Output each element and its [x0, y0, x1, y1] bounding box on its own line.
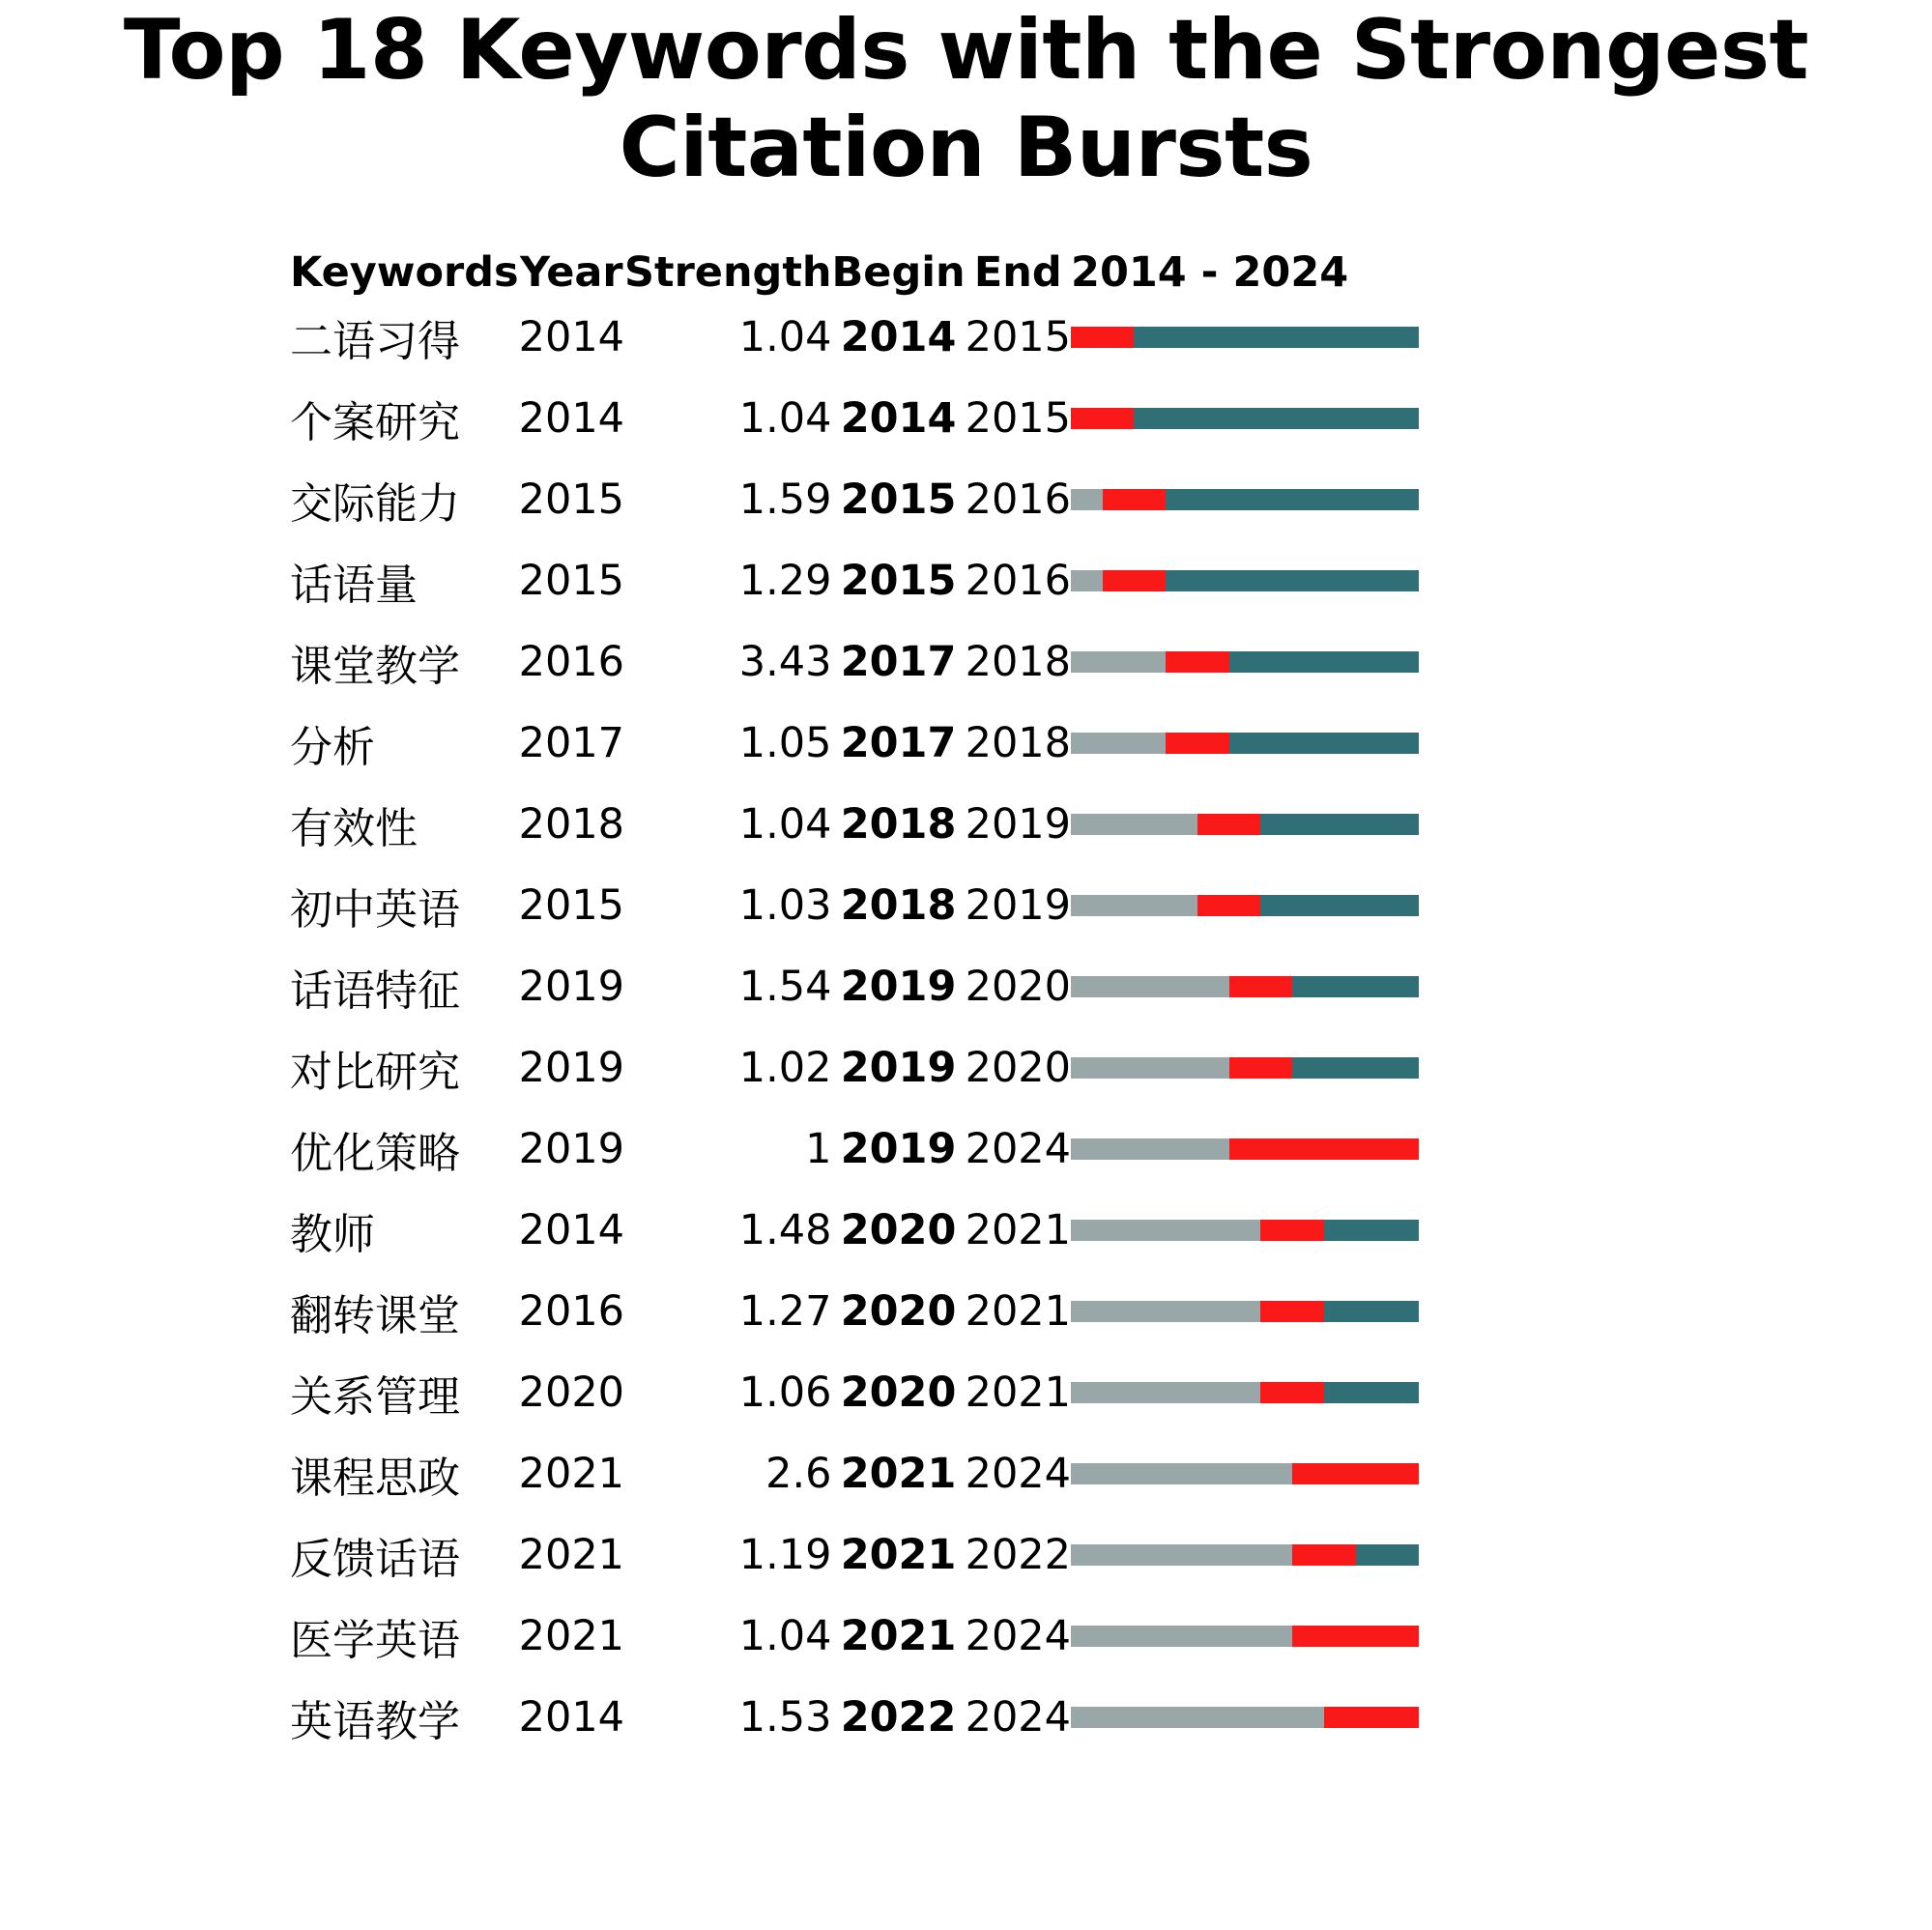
- cell-year: 2015: [518, 475, 625, 524]
- cell-end: 2018: [965, 637, 1072, 686]
- cell-begin: 2018: [840, 880, 957, 930]
- cell-end: 2019: [965, 799, 1072, 849]
- cell-begin: 2020: [840, 1205, 957, 1254]
- table-row: [290, 1190, 1419, 1271]
- cell-end: 2024: [965, 1449, 1072, 1498]
- cell-keyword: 关系管理: [290, 1371, 460, 1422]
- timeline-bar: [1071, 651, 1419, 673]
- cell-timeline: [1071, 1352, 1419, 1433]
- timeline-bar: [1071, 1220, 1419, 1241]
- segment-burst: [1229, 1057, 1292, 1079]
- segment-before-burst: [1071, 1463, 1292, 1484]
- table-row: [290, 1352, 1419, 1433]
- cell-timeline: [1071, 784, 1419, 865]
- cell-year: 2014: [518, 312, 625, 361]
- cell-keyword: 个案研究: [290, 397, 460, 447]
- cell-keyword: 反馈话语: [290, 1534, 460, 1584]
- cell-begin: 2020: [840, 1286, 957, 1336]
- cell-timeline: [1071, 621, 1419, 703]
- table-row: [290, 1433, 1419, 1514]
- segment-after-burst: [1166, 570, 1419, 591]
- cell-keyword: 课程思政: [290, 1453, 460, 1503]
- cell-strength: 1.59: [738, 475, 832, 524]
- cell-year: 2015: [518, 880, 625, 930]
- cell-year: 2020: [518, 1368, 625, 1417]
- segment-burst: [1166, 651, 1228, 673]
- cell-keyword: 交际能力: [290, 478, 460, 529]
- cell-begin: 2021: [840, 1611, 957, 1660]
- timeline-bar: [1071, 1707, 1419, 1728]
- cell-end: 2015: [965, 312, 1072, 361]
- segment-burst: [1260, 1220, 1323, 1241]
- segment-before-burst: [1071, 895, 1197, 916]
- segment-after-burst: [1166, 489, 1419, 510]
- cell-timeline: [1071, 1190, 1419, 1271]
- segment-before-burst: [1071, 489, 1103, 510]
- timeline-bar: [1071, 1057, 1419, 1079]
- cell-strength: 1.48: [738, 1205, 832, 1254]
- cell-timeline: [1071, 378, 1419, 459]
- column-header-year: Year: [520, 247, 623, 297]
- column-header-end: End: [973, 247, 1062, 297]
- cell-keyword: 初中英语: [290, 884, 460, 935]
- segment-before-burst: [1071, 1138, 1229, 1160]
- cell-year: 2021: [518, 1449, 625, 1498]
- segment-burst: [1103, 570, 1166, 591]
- cell-strength: 1.03: [738, 880, 832, 930]
- cell-begin: 2020: [840, 1368, 957, 1417]
- cell-year: 2017: [518, 718, 625, 767]
- column-header-strength: Strength: [624, 247, 832, 297]
- cell-year: 2021: [518, 1530, 625, 1579]
- cell-timeline: [1071, 459, 1419, 540]
- cell-end: 2022: [965, 1530, 1072, 1579]
- cell-strength: 1.06: [738, 1368, 832, 1417]
- cell-begin: 2019: [840, 1124, 957, 1173]
- segment-before-burst: [1071, 1544, 1292, 1566]
- cell-timeline: [1071, 946, 1419, 1027]
- cell-timeline: [1071, 1596, 1419, 1677]
- cell-begin: 2019: [840, 962, 957, 1011]
- cell-strength: 1.54: [738, 962, 832, 1011]
- cell-strength: 1: [805, 1124, 832, 1173]
- segment-burst: [1166, 733, 1228, 754]
- cell-end: 2024: [965, 1124, 1072, 1173]
- segment-burst: [1260, 1301, 1323, 1322]
- cell-strength: 1.53: [738, 1692, 832, 1742]
- segment-after-burst: [1260, 895, 1419, 916]
- cell-begin: 2022: [840, 1692, 957, 1742]
- cell-end: 2020: [965, 1043, 1072, 1092]
- cell-begin: 2017: [840, 637, 957, 686]
- cell-timeline: [1071, 1514, 1419, 1596]
- cell-end: 2021: [965, 1368, 1072, 1417]
- segment-before-burst: [1071, 1220, 1260, 1241]
- cell-year: 2021: [518, 1611, 625, 1660]
- cell-begin: 2018: [840, 799, 957, 849]
- table-row: [290, 621, 1419, 703]
- cell-year: 2019: [518, 1043, 625, 1092]
- cell-keyword: 对比研究: [290, 1047, 460, 1097]
- timeline-bar: [1071, 895, 1419, 916]
- cell-begin: 2021: [840, 1449, 957, 1498]
- segment-after-burst: [1324, 1301, 1419, 1322]
- segment-before-burst: [1071, 976, 1229, 997]
- column-header-begin: Begin: [831, 247, 966, 297]
- cell-year: 2014: [518, 1692, 625, 1742]
- page-title: Top 18 Keywords with the Strongest Citation Bursts: [123, 2, 1809, 197]
- cell-begin: 2021: [840, 1530, 957, 1579]
- cell-keyword: 教师: [290, 1209, 375, 1259]
- cell-strength: 1.02: [738, 1043, 832, 1092]
- segment-before-burst: [1071, 1382, 1260, 1403]
- cell-strength: 1.19: [738, 1530, 832, 1579]
- segment-before-burst: [1071, 570, 1103, 591]
- table-body: [290, 297, 1419, 1758]
- cell-keyword: 英语教学: [290, 1696, 460, 1746]
- cell-timeline: [1071, 297, 1419, 378]
- table-row: [290, 540, 1419, 621]
- segment-after-burst: [1356, 1544, 1419, 1566]
- cell-year: 2016: [518, 637, 625, 686]
- segment-after-burst: [1229, 733, 1419, 754]
- cell-strength: 1.04: [738, 393, 832, 443]
- segment-before-burst: [1071, 1301, 1260, 1322]
- cell-end: 2024: [965, 1611, 1072, 1660]
- cell-strength: 2.6: [765, 1449, 832, 1498]
- cell-timeline: [1071, 865, 1419, 946]
- cell-keyword: 有效性: [290, 803, 418, 853]
- segment-after-burst: [1229, 651, 1419, 673]
- column-header-timeline: 2014 - 2024: [1071, 247, 1349, 297]
- header-row: [290, 248, 1419, 297]
- cell-begin: 2014: [840, 312, 957, 361]
- segment-before-burst: [1071, 651, 1166, 673]
- cell-begin: 2015: [840, 475, 957, 524]
- cell-year: 2016: [518, 1286, 625, 1336]
- timeline-bar: [1071, 570, 1419, 591]
- timeline-bar: [1071, 1463, 1419, 1484]
- table-row: [290, 946, 1419, 1027]
- cell-strength: 1.04: [738, 1611, 832, 1660]
- table-row: [290, 1677, 1419, 1758]
- cell-year: 2019: [518, 1124, 625, 1173]
- timeline-bar: [1071, 1138, 1419, 1160]
- burst-table: [290, 248, 1419, 1758]
- table-row: [290, 865, 1419, 946]
- cell-keyword: 翻转课堂: [290, 1290, 460, 1340]
- timeline-bar: [1071, 1301, 1419, 1322]
- segment-burst: [1103, 489, 1166, 510]
- segment-before-burst: [1071, 1707, 1324, 1728]
- cell-keyword: 话语量: [290, 560, 418, 610]
- segment-after-burst: [1134, 408, 1419, 429]
- table-header: [290, 248, 1419, 297]
- cell-begin: 2017: [840, 718, 957, 767]
- table-row: [290, 1027, 1419, 1109]
- timeline-bar: [1071, 976, 1419, 997]
- segment-after-burst: [1260, 814, 1419, 835]
- cell-year: 2015: [518, 556, 625, 605]
- cell-timeline: [1071, 1271, 1419, 1352]
- cell-strength: 1.04: [738, 312, 832, 361]
- segment-burst: [1197, 814, 1260, 835]
- cell-end: 2024: [965, 1692, 1072, 1742]
- segment-burst: [1229, 1138, 1419, 1160]
- cell-begin: 2015: [840, 556, 957, 605]
- segment-before-burst: [1071, 1626, 1292, 1647]
- segment-before-burst: [1071, 1057, 1229, 1079]
- cell-end: 2020: [965, 962, 1072, 1011]
- table-row: [290, 459, 1419, 540]
- cell-strength: 1.05: [738, 718, 832, 767]
- timeline-bar: [1071, 327, 1419, 348]
- segment-burst: [1260, 1382, 1323, 1403]
- cell-year: 2014: [518, 393, 625, 443]
- table-row: [290, 703, 1419, 784]
- segment-burst: [1324, 1707, 1419, 1728]
- cell-timeline: [1071, 703, 1419, 784]
- timeline-bar: [1071, 1544, 1419, 1566]
- segment-burst: [1229, 976, 1292, 997]
- segment-before-burst: [1071, 733, 1166, 754]
- table-row: [290, 1514, 1419, 1596]
- timeline-bar: [1071, 1382, 1419, 1403]
- cell-begin: 2019: [840, 1043, 957, 1092]
- table-row: [290, 784, 1419, 865]
- table-row: [290, 1271, 1419, 1352]
- segment-after-burst: [1292, 1057, 1419, 1079]
- cell-end: 2018: [965, 718, 1072, 767]
- cell-strength: 1.29: [738, 556, 832, 605]
- cell-keyword: 医学英语: [290, 1615, 460, 1665]
- timeline-bar: [1071, 814, 1419, 835]
- segment-before-burst: [1071, 814, 1197, 835]
- cell-strength: 1.04: [738, 799, 832, 849]
- segment-burst: [1292, 1626, 1419, 1647]
- timeline-bar: [1071, 733, 1419, 754]
- cell-year: 2014: [518, 1205, 625, 1254]
- segment-burst: [1071, 408, 1134, 429]
- segment-burst: [1197, 895, 1260, 916]
- segment-burst: [1071, 327, 1134, 348]
- table-row: [290, 1596, 1419, 1677]
- table-row: [290, 378, 1419, 459]
- timeline-bar: [1071, 489, 1419, 510]
- cell-year: 2019: [518, 962, 625, 1011]
- segment-after-burst: [1324, 1382, 1419, 1403]
- cell-end: 2021: [965, 1286, 1072, 1336]
- cell-end: 2019: [965, 880, 1072, 930]
- cell-keyword: 课堂教学: [290, 641, 460, 691]
- cell-keyword: 话语特征: [290, 965, 460, 1016]
- segment-after-burst: [1324, 1220, 1419, 1241]
- cell-end: 2016: [965, 475, 1072, 524]
- cell-end: 2016: [965, 556, 1072, 605]
- column-header-keywords: Keywords: [290, 247, 519, 297]
- segment-burst: [1292, 1463, 1419, 1484]
- cell-keyword: 分析: [290, 722, 375, 772]
- cell-year: 2018: [518, 799, 625, 849]
- cell-strength: 1.27: [738, 1286, 832, 1336]
- timeline-bar: [1071, 408, 1419, 429]
- cell-end: 2021: [965, 1205, 1072, 1254]
- cell-strength: 3.43: [738, 637, 832, 686]
- segment-after-burst: [1292, 976, 1419, 997]
- cell-timeline: [1071, 1109, 1419, 1190]
- cell-end: 2015: [965, 393, 1072, 443]
- cell-keyword: 优化策略: [290, 1128, 460, 1178]
- cell-keyword: 二语习得: [290, 316, 460, 366]
- cell-timeline: [1071, 1677, 1419, 1758]
- citation-burst-chart: [0, 248, 1932, 1758]
- cell-begin: 2014: [840, 393, 957, 443]
- segment-after-burst: [1134, 327, 1419, 348]
- table-row: [290, 1109, 1419, 1190]
- cell-timeline: [1071, 1433, 1419, 1514]
- table-row: [290, 297, 1419, 378]
- segment-burst: [1292, 1544, 1355, 1566]
- cell-timeline: [1071, 540, 1419, 621]
- timeline-bar: [1071, 1626, 1419, 1647]
- cell-timeline: [1071, 1027, 1419, 1109]
